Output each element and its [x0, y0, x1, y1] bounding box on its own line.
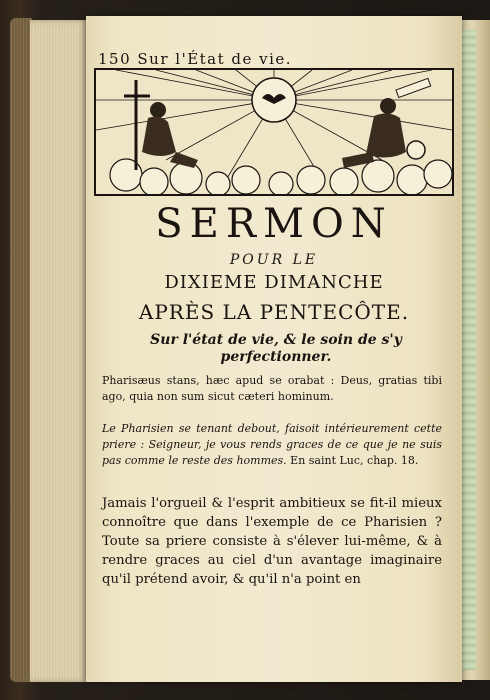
page-edges — [30, 20, 88, 682]
book-cover-edge — [10, 18, 32, 682]
french-translation-text: Le Pharisien se tenant debout, faisoit intérieurement cette priere : Seigneur, je vous rends graces de ce que je ne suis pas comme le reste des hommes. — [102, 422, 442, 467]
sermon-subtitle: Sur l'état de vie, & le soin de s'y perfectionner. — [150, 332, 402, 365]
bookmark-ribbon[interactable] — [462, 30, 476, 670]
sermon-title: SERMON — [155, 201, 393, 247]
gospel-citation: En saint Luc, chap. 18. — [290, 454, 419, 467]
printed-page — [86, 16, 462, 682]
woodcut-vignette — [94, 68, 454, 196]
occasion-line-1: DIXIEME DIMANCHE — [164, 272, 384, 293]
sermon-body-paragraph: Jamais l'orgueil & l'esprit ambitieux se fit-il mieux connoître que dans l'exemple de ce Pharisien ? Toute sa priere consiste à s'élever lui-même, & à rendre graces au ciel d'un avantage imaginaire qu'il prétend avoir, & qu'il n'a point en — [102, 496, 442, 587]
french-translation — [102, 421, 442, 469]
running-head: 150 Sur l'État de vie. — [98, 50, 293, 68]
occasion-line-2: APRÈS LA PENTECÔTE. — [138, 300, 410, 324]
latin-epigraph: Pharisæus stans, hæc apud se orabat : Deus, gratias tibi ago, quia non sum sicut cæteri hominum. — [102, 374, 442, 403]
woodcut-illustration-icon — [96, 70, 452, 194]
pour-le-line: POUR LE — [229, 252, 319, 268]
